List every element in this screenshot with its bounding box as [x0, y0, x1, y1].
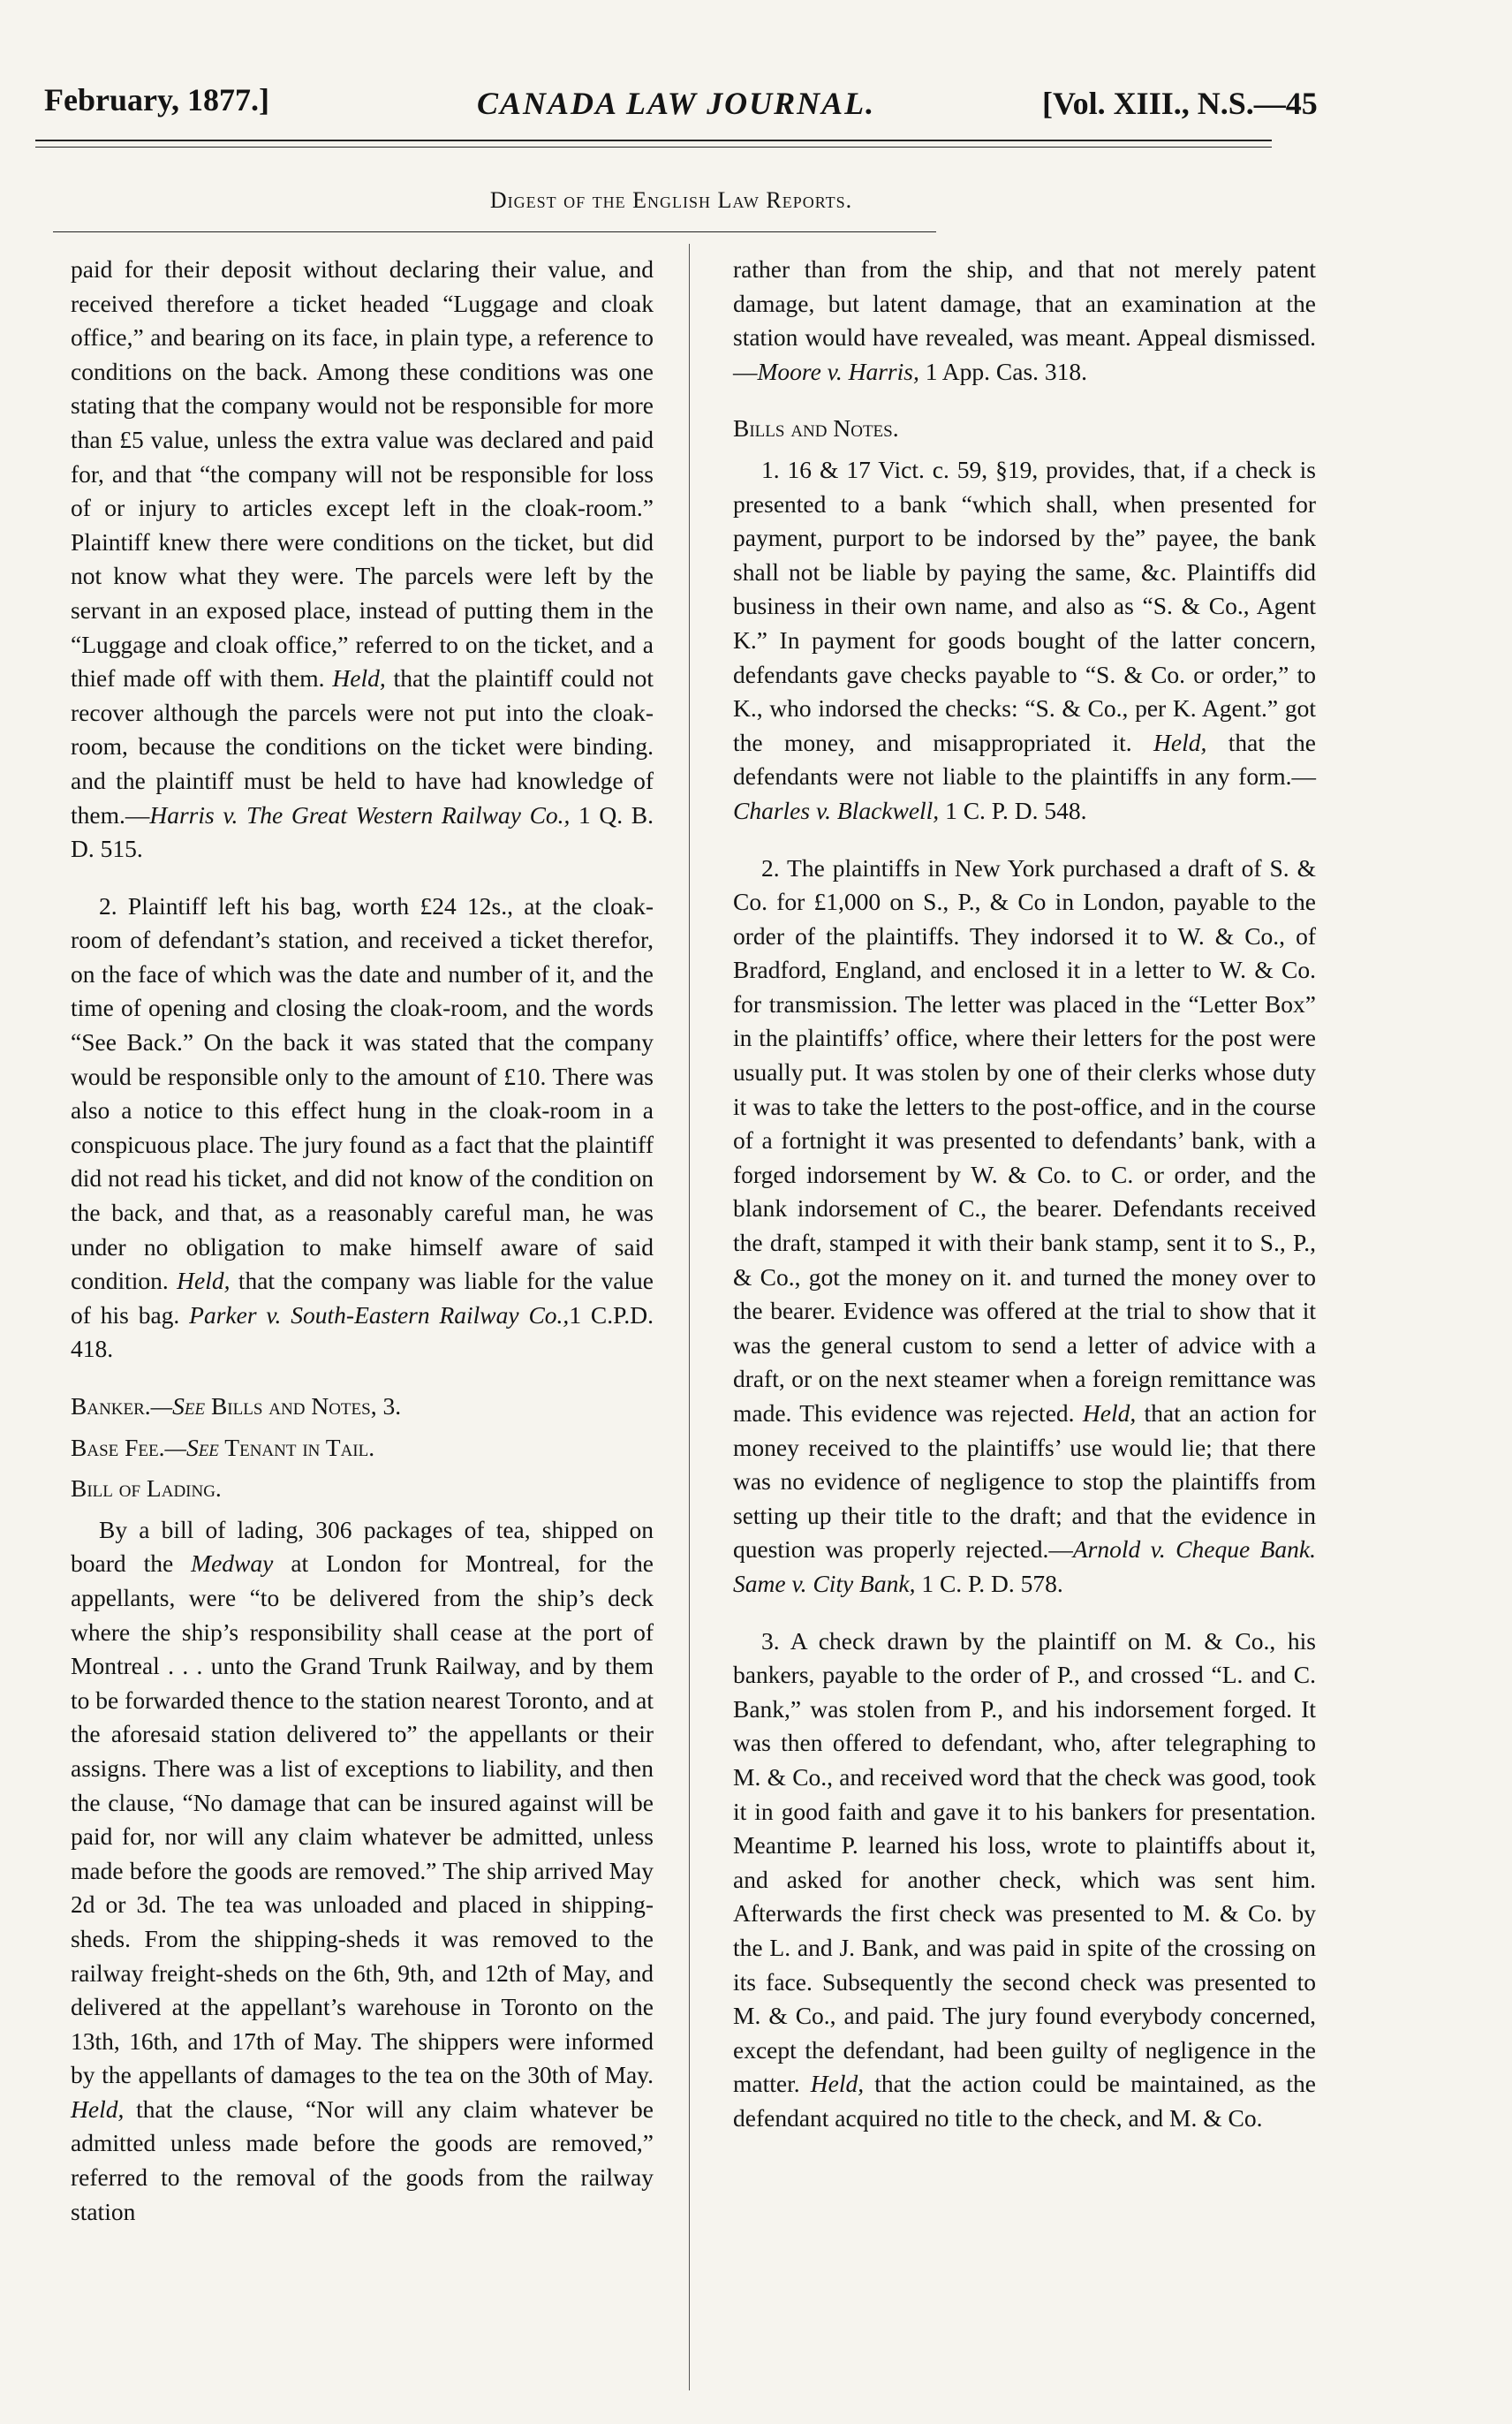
heading-base-fee: Base Fee.—See Tenant in Tail.: [71, 1433, 375, 1461]
digest-entry-arnold: 2. The plaintiffs in New York purchased a draft of S. & Co. for £1,000 on S., P., & Co in London, payable to the order of the plaintiffs. They indorsed it to W. & Co., of Bradford, England, and enclosed it in a letter to W. & Co. for transmission. The letter was placed in the “Letter Box” in the plaintiffs’ office, where their letters for the post were usually put. It was stolen by one of their clerks whose duty it was to take the letters to the post-office, and in the course of a fortnight it was presented to defendants’ bank, with a forged indorsement by W. & Co. to C. or order, and the blank indorsement of C., the bearer. Defendants received the draft, stamped it with their bank stamp, sent it to S., P., & Co., got the money on it. and turned the money over to the bearer. Evidence was offered at the trial to show that it was the general custom to send a letter of advice with a draft, or on the next steamer when a foreign remittance was made. This evidence was rejected. Held, that an action for money received to the plaintiffs’ use would lie; that there was no evidence of negligence to stop the plaintiffs from setting up their title to the draft; and that the evidence in question was properly rejected.—Arnold v. Cheque Bank. Same v. City Bank, 1 C. P. D. 578.: [733, 853, 1317, 1597]
right-column: [733, 253, 1316, 2158]
case-name: Charles v. Blackwell,: [733, 796, 940, 824]
journal-title: CANADA LAW JOURNAL.: [477, 86, 876, 121]
heading-bills-and-notes: Bills and Notes.: [733, 414, 899, 443]
header-date: February, 1877.]: [44, 82, 269, 117]
case-name: Parker v. South-Eastern Railway Co.,: [189, 1300, 570, 1329]
digest-entry-moore: rather than from the ship, and that not merely patent damage, but latent damage, that an examination at the station would have revealed, was meant. Appeal dismissed.—Moore v. Harris, 1 App. Cas. 318.: [733, 255, 1316, 385]
header-rule: [35, 140, 1272, 141]
header-rule-thin: [35, 147, 1272, 148]
subtitle-rule: [53, 231, 936, 232]
case-name: Moore v. Harris,: [757, 357, 919, 385]
section-title: Digest of the English Law Reports.: [489, 187, 853, 213]
digest-entry-parker: 2. Plaintiff left his bag, worth £24 12s., at the cloak-room of defendant’s station, and received a ticket therefor, on the face of which was the date and number of it, and the time of opening and closing the cloak-room, and the words “See Back.” On the back it was stated that the company would be responsible only to the amount of £10. There was also a notice to this effect hung in the cloak-room in a conspicuous place. The jury found as a fact that the plaintiff did not read his ticket, and did not know of the condition on the back, and that, as a reasonably careful man, he was under no obligation to make himself aware of said condition. Held, that the company was liable for the value of his bag. Parker v. South-Eastern Railway Co.,1 C.P.D. 418.: [71, 891, 654, 1363]
digest-entry-charles: 1. 16 & 17 Vict. c. 59, §19, provides, that, if a check is presented to a bank “which shall, when presented for payment, purport to be indorsed by the” payee, the bank shall not be liable by paying the same, &c. Plaintiffs did business in their own name, and also as “S. & Co., Agent K.” In payment for goods bought of the latter concern, defendants gave checks payable to “S. & Co. or order,” to K., who indorsed the checks: “S. & Co., per K. Agent.” got the money, and misappropriated it. Held, that the defendants were not liable to the plaintiffs in any form.—Charles v. Blackwell, 1 C. P. D. 548.: [733, 455, 1317, 824]
digest-entry-bill-of-lading: By a bill of lading, 306 packages of tea, shipped on board the Medway at London for Montreal, for the appellants, were “to be delivered from the ship’s deck where the ship’s responsibility shall cease at the port of Montreal . . . unto the Grand Trunk Railway, and by them to be forwarded thence to the station nearest Toronto, and at the aforesaid station delivered to” the appellants or their assigns. There was a list of exceptions to liability, and then the clause, “No damage that can be insured against will be paid for, nor will any claim whatever be admitted, unless made before the goods are removed.” The ship arrived May 2d or 3d. The tea was unloaded and placed in shipping-sheds. From the shipping-sheds it was removed to the railway freight-sheds on the 6th, 9th, and 12th of May, and delivered at the appellant’s warehouse in Toronto on the 13th, 16th, and 17th of May. The shippers were informed by the appellants of damages to the tea on the 30th of May. Held, that the clause, “Nor will any claim whatever be admitted unless made before the goods are removed,” referred to the removal of the goods from the railway station: [71, 1515, 654, 2225]
heading-bill-of-lading: Bill of Lading.: [71, 1474, 222, 1503]
case-name: Arnold v. Cheque Bank. Same v. City Bank,: [733, 1535, 1316, 1597]
case-name: Harris v. The Great Western Railway Co.,: [149, 800, 571, 829]
heading-banker: Banker.—See Bills and Notes, 3.: [71, 1392, 402, 1420]
digest-entry-harris: paid for their deposit without declaring their value, and received therefore a ticket headed “Luggage and cloak office,” and bearing on its face, in plain type, a reference to conditions on the back. Among these conditions was one stating that the company would not be responsible for more than £5 value, unless the extra value was declared and paid for, and that “the company will not be responsible for loss of or injury to articles except left in the cloak-room.” Plaintiff knew there were conditions on the ticket, but did not know what they were. The parcels were left by the servant in an exposed place, instead of putting them in the “Luggage and cloak office,” referred to on the ticket, and a thief made off with them. Held, that the plaintiff could not recover although the parcels were not put into the cloak-room, because the conditions on the ticket were binding. and the plaintiff must be held to have had knowledge of them.—Harris v. The Great Western Railway Co., 1 Q. B. D. 515.: [71, 255, 654, 863]
left-column: [71, 253, 654, 2252]
volume-page-number: [Vol. XIII., N.S.—45: [1042, 86, 1318, 121]
column-divider: [689, 244, 690, 2390]
digest-entry-check-crossed: 3. A check drawn by the plaintiff on M. & Co., his bankers, payable to the order of P., and crossed “L. and C. Bank,” was stolen from P., and his indorsement forged. It was then offered to defendant, who, after telegraphing to M. & Co., and received word that the check was good, took it in good faith and gave it to his bankers for presentation. Meantime P. learned his loss, wrote to plaintiffs about it, and asked for another check, which was sent him. Afterwards the first check was presented to M. & Co. by the L. and J. Bank, and was paid in spite of the crossing on its face. Subsequently the second check was presented to M. & Co., and paid. The jury found everybody concerned, except the defendant, had been guilty of negligence in the matter. Held, that the action could be maintained, as the defendant acquired no title to the check, and M. & Co.: [733, 1626, 1316, 2132]
